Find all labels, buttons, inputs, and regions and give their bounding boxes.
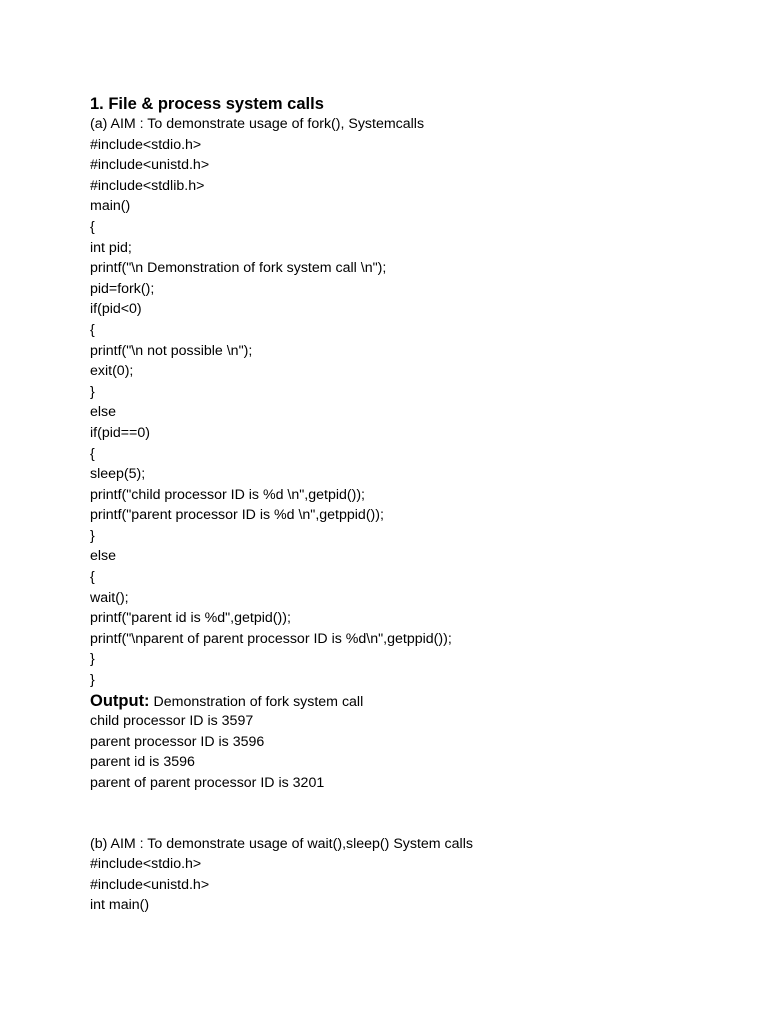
- code-line: printf("child processor ID is %d \n",getpid());: [90, 486, 366, 503]
- output-line: parent id is 3596: [90, 754, 195, 771]
- code-line: printf("parent id is %d",getpid());: [90, 610, 291, 627]
- section-gap: [90, 794, 730, 834]
- output-line: child processor ID is 3597: [90, 713, 254, 730]
- code-line: pid=fork();: [90, 280, 155, 297]
- code-line: main(): [90, 198, 131, 215]
- document-title: 1. File & process system calls: [90, 95, 324, 113]
- code-line: {: [90, 445, 95, 462]
- code-line: if(pid<0): [90, 301, 142, 318]
- code-line: else: [90, 548, 117, 565]
- code-line: wait();: [90, 589, 129, 606]
- code-line: #include<unistd.h>: [90, 157, 210, 174]
- code-line: exit(0);: [90, 363, 134, 380]
- code-line: #include<unistd.h>: [90, 876, 210, 893]
- code-line: printf("\n Demonstration of fork system call \n");: [90, 260, 387, 277]
- code-line: {: [90, 321, 95, 338]
- output-first-text: Demonstration of fork system call: [149, 693, 364, 710]
- section-b-aim: (b) AIM : To demonstrate usage of wait(),sleep() System calls: [90, 835, 473, 852]
- code-line: }: [90, 527, 95, 544]
- code-line: sleep(5);: [90, 466, 146, 483]
- code-line: {: [90, 218, 95, 235]
- code-line: #include<stdlib.h>: [90, 177, 205, 194]
- code-line: #include<stdio.h>: [90, 856, 202, 873]
- output-line: parent processor ID is 3596: [90, 733, 265, 750]
- code-line: printf("\n not possible \n");: [90, 342, 253, 359]
- code-line: #include<stdio.h>: [90, 136, 202, 153]
- output-first-line: [90, 691, 730, 712]
- code-line: }: [90, 672, 95, 689]
- code-line: }: [90, 383, 95, 400]
- code-line: {: [90, 569, 95, 586]
- output-label: Output:: [90, 691, 150, 710]
- document-content: [90, 94, 730, 916]
- code-line: else: [90, 404, 117, 421]
- section-a-aim: (a) AIM : To demonstrate usage of fork(), Systemcalls: [90, 116, 425, 132]
- code-line: if(pid==0): [90, 424, 150, 441]
- section-b-code: [90, 854, 730, 916]
- section-a-output: [90, 711, 730, 793]
- output-line: parent of parent processor ID is 3201: [90, 775, 325, 791]
- code-line: int main(): [90, 897, 150, 914]
- code-line: int pid;: [90, 239, 132, 256]
- code-line: printf("parent processor ID is %d \n",getppid());: [90, 507, 384, 524]
- section-a-code: [90, 135, 730, 691]
- code-line: }: [90, 651, 95, 668]
- code-line: printf("\nparent of parent processor ID is %d\n",getppid());: [90, 630, 452, 647]
